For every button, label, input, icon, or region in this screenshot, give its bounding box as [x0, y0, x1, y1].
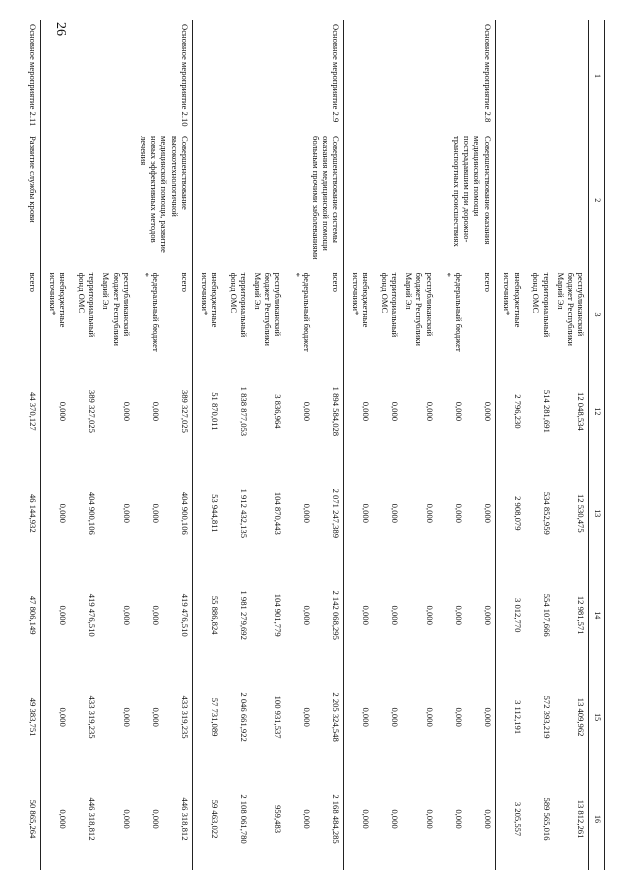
- value-cell: 2 168 484,285: [314, 768, 344, 870]
- value-cell: 0,000: [390, 605, 401, 625]
- value-cell: 0,000: [58, 401, 69, 422]
- value-cell: 433 319,235: [163, 666, 193, 768]
- funding-source-cell: федеральный бюджет *: [443, 272, 464, 352]
- value-cell: 0,000: [150, 605, 161, 625]
- value-cell: 0,000: [424, 707, 435, 727]
- funding-source-cell: территориальный фонд ОМС: [228, 272, 249, 338]
- value-cell: 572 393,219: [541, 695, 552, 739]
- value-cell: 12 048,534: [576, 392, 586, 431]
- value-cell: 57 731,089: [209, 697, 220, 737]
- value-cell: 419 476,510: [163, 564, 193, 666]
- funding-source-cell: внебюджетные источники*: [199, 272, 220, 328]
- value-cell: 0,000: [302, 503, 313, 523]
- value-cell: 2 142 068,295: [314, 564, 344, 666]
- value-cell: 0,000: [424, 401, 435, 422]
- funding-source-cell: территориальный фонд ОМС: [531, 272, 552, 338]
- activity-cell: Основное мероприятие 2.10: [41, 20, 192, 132]
- value-cell: 0,000: [453, 707, 464, 727]
- value-cell: 0,000: [121, 605, 132, 625]
- value-cell: 0,000: [302, 707, 313, 727]
- value-cell: 3 836,964: [273, 394, 284, 429]
- table-row: [163, 20, 193, 870]
- value-cell: 13 812,261: [576, 799, 586, 839]
- funding-source-cell: всего: [11, 269, 41, 361]
- column-header: 1: [589, 20, 605, 132]
- funding-source-cell: республиканский бюджет Республики Марий Эл: [555, 272, 586, 346]
- value-cell: 0,000: [302, 809, 313, 829]
- value-cell: 51 870,011: [209, 392, 220, 431]
- activity-cell: Основное мероприятие 2.8: [344, 20, 495, 132]
- value-cell: 0,000: [58, 503, 69, 523]
- value-cell: 589 565,016: [541, 797, 552, 841]
- description-cell: Совершенствование системы оказания медицинской помощи больным прочими заболеваниями: [192, 132, 343, 269]
- value-cell: 13 409,962: [576, 697, 586, 737]
- value-cell: 1 838 877,053: [238, 386, 249, 437]
- value-cell: 554 107,666: [541, 593, 552, 637]
- value-cell: 389 327,025: [87, 389, 98, 433]
- funding-table: [11, 20, 605, 870]
- value-cell: 2 046 661,922: [238, 692, 249, 742]
- value-cell: 0,000: [150, 809, 161, 829]
- funding-source-cell: республиканский бюджет Республики Марий Эл: [101, 272, 132, 346]
- value-cell: 3 112,191: [512, 700, 523, 735]
- value-cell: 2 071 247,389: [314, 462, 344, 564]
- value-cell: 12 981,571: [576, 595, 586, 635]
- value-cell: 0,000: [121, 707, 132, 727]
- value-cell: 0,000: [453, 503, 464, 523]
- value-cell: 0,000: [453, 809, 464, 829]
- value-cell: 446 318,812: [163, 768, 193, 870]
- value-cell: 104 870,443: [273, 491, 284, 535]
- value-cell: 0,000: [424, 503, 435, 523]
- value-cell: 2 108 061,780: [238, 794, 249, 844]
- value-cell: 959,483: [273, 805, 284, 833]
- value-cell: 433 319,235: [87, 695, 98, 739]
- description-cell: Развитие службы крови: [11, 132, 41, 269]
- value-cell: 0,000: [121, 809, 132, 829]
- value-cell: 1 912 432,135: [238, 488, 249, 538]
- value-cell: 0,000: [121, 401, 132, 422]
- description-cell: Совершенствование высокотехнологичной медицинской помощи, развитие новых эффективных методов лечения: [41, 132, 192, 269]
- description-cell: Совершенствование оказания медицинской помощи пострадавшим при дорожно-транспортных происшествиях: [344, 132, 495, 269]
- funding-source-cell: федеральный бюджет *: [292, 272, 313, 352]
- funding-source-cell: всего: [314, 269, 344, 361]
- header-row: [589, 20, 605, 870]
- value-cell: 0,000: [390, 809, 401, 829]
- table-row: [466, 20, 496, 870]
- activity-cell: Основное мероприятие 2.11: [11, 20, 41, 132]
- value-cell: 2 908,079: [512, 496, 523, 531]
- value-cell: 419 476,510: [87, 593, 98, 637]
- funding-source-cell: всего: [466, 269, 496, 361]
- funding-source-cell: территориальный фонд ОМС: [77, 272, 98, 338]
- value-cell: 0,000: [424, 809, 435, 829]
- value-cell: 0,000: [466, 666, 496, 768]
- page-number: 26: [53, 22, 68, 36]
- funding-source-cell: внебюджетные источники*: [48, 272, 69, 328]
- table-row: [11, 20, 41, 870]
- value-cell: 0,000: [453, 401, 464, 422]
- value-cell: 0,000: [466, 462, 496, 564]
- value-cell: 0,000: [424, 605, 435, 625]
- value-cell: 404 900,106: [87, 491, 98, 535]
- value-cell: 0,000: [361, 401, 372, 422]
- funding-source-cell: территориальный фонд ОМС: [380, 272, 401, 338]
- description-cell: [495, 132, 588, 269]
- value-cell: 0,000: [58, 707, 69, 727]
- value-cell: 0,000: [58, 809, 69, 829]
- value-cell: 0,000: [150, 707, 161, 727]
- column-header: 3: [589, 269, 605, 361]
- value-cell: 0,000: [150, 401, 161, 422]
- column-header: 15: [589, 666, 605, 768]
- value-cell: 1 981 279,692: [238, 590, 249, 640]
- value-cell: 0,000: [361, 809, 372, 829]
- value-cell: 0,000: [121, 503, 132, 523]
- value-cell: 50 865,264: [11, 768, 41, 870]
- value-cell: 3 012,770: [512, 598, 523, 633]
- value-cell: 0,000: [302, 401, 313, 422]
- value-cell: 0,000: [302, 605, 313, 625]
- table-row: [314, 20, 344, 870]
- value-cell: 2 205 324,548: [314, 666, 344, 768]
- value-cell: 46 144,932: [11, 462, 41, 564]
- value-cell: 55 886,824: [209, 595, 220, 635]
- funding-source-cell: внебюджетные источники*: [502, 272, 523, 328]
- value-cell: 534 852,959: [541, 491, 552, 535]
- column-header: 14: [589, 564, 605, 666]
- value-cell: 2 796,230: [512, 394, 523, 429]
- value-cell: 47 806,149: [11, 564, 41, 666]
- value-cell: 59 463,022: [209, 799, 220, 839]
- value-cell: 0,000: [390, 707, 401, 727]
- value-cell: 514 281,691: [541, 389, 552, 433]
- table-row: [554, 20, 589, 870]
- value-cell: 446 318,812: [87, 797, 98, 841]
- value-cell: 1 894 584,028: [314, 360, 344, 462]
- value-cell: 0,000: [58, 605, 69, 625]
- value-cell: 389 327,025: [163, 360, 193, 462]
- value-cell: 0,000: [453, 605, 464, 625]
- value-cell: 0,000: [466, 360, 496, 462]
- value-cell: 100 931,537: [273, 695, 284, 739]
- value-cell: 104 901,779: [273, 593, 284, 637]
- activity-cell: [495, 20, 588, 132]
- value-cell: 0,000: [361, 707, 372, 727]
- column-header: 13: [589, 462, 605, 564]
- column-header: 2: [589, 132, 605, 269]
- value-cell: 0,000: [361, 503, 372, 523]
- value-cell: 0,000: [466, 564, 496, 666]
- value-cell: 49 383,751: [11, 666, 41, 768]
- value-cell: 53 944,811: [209, 494, 220, 533]
- value-cell: 404 900,106: [163, 462, 193, 564]
- activity-cell: Основное мероприятие 2.9: [192, 20, 343, 132]
- funding-source-cell: республиканский бюджет Республики Марий Эл: [404, 272, 435, 346]
- funding-source-cell: республиканский бюджет Республики Марий Эл: [252, 272, 284, 346]
- value-cell: 44 370,127: [11, 360, 41, 462]
- value-cell: 12 530,475: [576, 493, 586, 533]
- table-body: [11, 20, 588, 870]
- value-cell: 0,000: [361, 605, 372, 625]
- value-cell: 3 205,557: [512, 801, 523, 837]
- value-cell: 0,000: [150, 503, 161, 523]
- rotated-table-container: [28, 20, 605, 870]
- value-cell: 0,000: [390, 401, 401, 422]
- funding-source-cell: внебюджетные источники*: [351, 272, 372, 328]
- value-cell: 0,000: [390, 503, 401, 523]
- funding-source-cell: федеральный бюджет *: [140, 272, 161, 352]
- value-cell: 0,000: [466, 768, 496, 870]
- column-header: 12: [589, 360, 605, 462]
- column-header: 16: [589, 768, 605, 870]
- funding-source-cell: всего: [163, 269, 193, 361]
